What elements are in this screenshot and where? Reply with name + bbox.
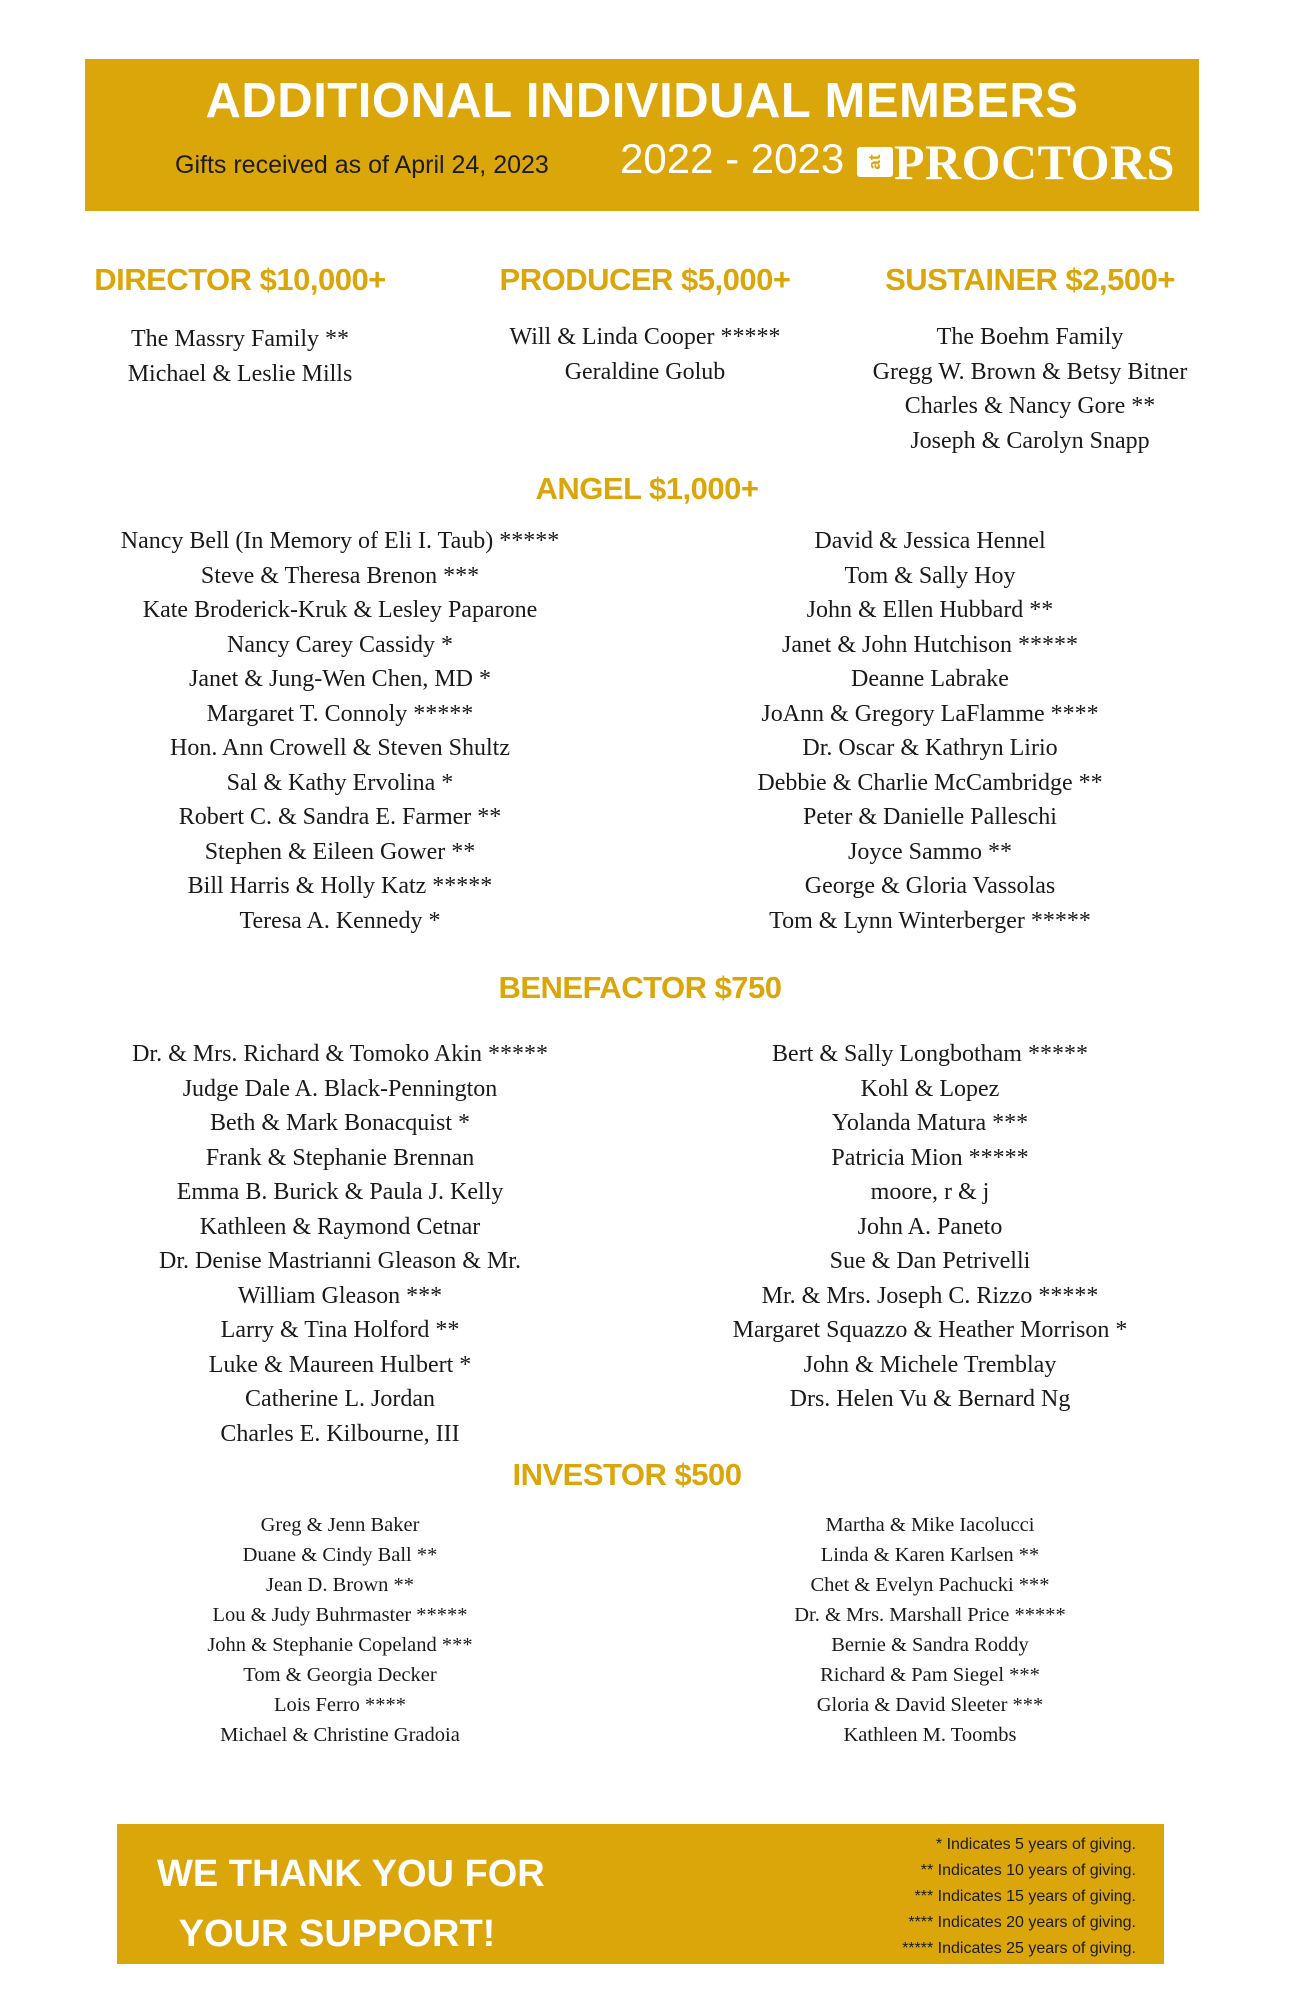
donor-name: Larry & Tina Holford ** — [220, 1317, 460, 1343]
legend-item: ** Indicates 10 years of giving. — [920, 1862, 1136, 1879]
donor-name: Richard & Pam Siegel *** — [820, 1664, 1040, 1686]
donor-name: Kathleen M. Toombs — [843, 1724, 1017, 1746]
logo-wordmark: PROCTORS — [894, 134, 1175, 190]
donor-name: John & Ellen Hubbard ** — [806, 597, 1054, 623]
donor-name: Martha & Mike Iacolucci — [825, 1514, 1035, 1536]
section-title-sustainer: SUSTAINER $2,500+ — [885, 262, 1175, 297]
benefactor-list-right — [660, 1037, 1200, 1417]
donor-name: Margaret T. Connoly ***** — [206, 700, 474, 727]
donor-name: Charles E. Kilbourne, III — [220, 1420, 460, 1447]
gifts-received-date: Gifts received as of April 24, 2023 — [175, 151, 549, 179]
donor-name: Bert & Sally Longbotham ***** — [772, 1041, 1088, 1067]
donor-name: George & Gloria Vassolas — [804, 873, 1056, 899]
donor-name: Dr. Denise Mastrianni Gleason & Mr. — [159, 1248, 521, 1274]
donor-name: Will & Linda Cooper ***** — [509, 324, 781, 350]
logo-at-badge: at — [857, 147, 893, 177]
donor-name: Patricia Mion ***** — [831, 1144, 1029, 1171]
thank-you-message — [157, 1844, 545, 1964]
legend-item: * Indicates 5 years of giving. — [935, 1836, 1136, 1853]
donor-name: Hon. Ann Crowell & Steven Shultz — [170, 735, 510, 761]
donor-name: Janet & John Hutchison ***** — [782, 631, 1078, 658]
legend-item: **** Indicates 20 years of giving. — [908, 1914, 1136, 1931]
donor-name: Gregg W. Brown & Betsy Bitner — [872, 358, 1188, 385]
donor-name: Drs. Helen Vu & Bernard Ng — [789, 1386, 1071, 1412]
donor-name: Luke & Maureen Hulbert * — [208, 1351, 472, 1378]
giving-years-legend — [902, 1832, 1136, 1962]
donor-name: Robert C. & Sandra E. Farmer ** — [178, 804, 502, 830]
donor-name: Margaret Squazzo & Heather Morrison * — [732, 1317, 1128, 1343]
thank-you-line-2: YOUR SUPPORT! — [178, 1913, 496, 1955]
donor-name: Lou & Judy Buhrmaster ***** — [212, 1604, 468, 1626]
donor-name: Lois Ferro **** — [273, 1694, 407, 1716]
donor-name: Kohl & Lopez — [860, 1075, 1000, 1102]
donor-name: Joseph & Carolyn Snapp — [910, 427, 1150, 454]
benefactor-list-left — [60, 1037, 620, 1451]
donor-name: Greg & Jenn Baker — [260, 1514, 420, 1536]
donor-name: Tom & Lynn Winterberger ***** — [769, 907, 1091, 934]
thank-you-line-1: WE THANK YOU FOR — [157, 1853, 545, 1895]
donor-name: Janet & Jung-Wen Chen, MD * — [188, 666, 492, 692]
donor-name: Jean D. Brown ** — [265, 1574, 415, 1596]
donor-name: Steve & Theresa Brenon *** — [200, 562, 480, 589]
page-title: ADDITIONAL INDIVIDUAL MEMBERS — [205, 74, 1079, 128]
donor-name: moore, r & j — [870, 1179, 990, 1205]
donor-name: Stephen & Eileen Gower ** — [204, 838, 476, 865]
donor-name: Catherine L. Jordan — [245, 1386, 435, 1412]
donor-name: Peter & Danielle Palleschi — [803, 804, 1057, 830]
season-years: 2022 - 2023 — [620, 135, 845, 182]
donor-name: Linda & Karen Karlsen ** — [820, 1544, 1040, 1566]
donor-name: Sal & Kathy Ervolina * — [226, 769, 454, 796]
donor-name: Bill Harris & Holly Katz ***** — [187, 873, 493, 899]
donor-name: Frank & Stephanie Brennan — [205, 1144, 475, 1171]
donor-name: Yolanda Matura *** — [831, 1110, 1029, 1136]
proctors-logo — [860, 134, 1175, 190]
section-title-director: DIRECTOR $10,000+ — [94, 262, 386, 297]
donor-name: Emma B. Burick & Paula J. Kelly — [176, 1179, 504, 1205]
section-title-investor: INVESTOR $500 — [512, 1457, 742, 1492]
donor-name: John & Stephanie Copeland *** — [207, 1634, 473, 1656]
header-banner — [85, 59, 1199, 211]
donor-name: Teresa A. Kennedy * — [239, 907, 441, 934]
donor-name: Dr. & Mrs. Richard & Tomoko Akin ***** — [132, 1041, 548, 1067]
sustainer-list — [840, 320, 1220, 458]
investor-list-right — [700, 1510, 1160, 1750]
donor-name: Duane & Cindy Ball ** — [242, 1544, 438, 1566]
footer-banner — [117, 1824, 1164, 1964]
section-title-benefactor: BENEFACTOR $750 — [498, 970, 782, 1005]
legend-item: *** Indicates 15 years of giving. — [914, 1888, 1136, 1905]
donor-name: Joyce Sammo ** — [848, 838, 1012, 865]
donor-name: Nancy Bell (In Memory of Eli I. Taub) ***** — [120, 528, 560, 554]
donor-name: Dr. & Mrs. Marshall Price ***** — [794, 1604, 1066, 1626]
donor-name: Kate Broderick-Kruk & Lesley Paparone — [142, 597, 538, 623]
donor-name: Nancy Carey Cassidy * — [227, 631, 453, 658]
donor-name: Bernie & Sandra Roddy — [831, 1634, 1029, 1656]
section-title-angel: ANGEL $1,000+ — [535, 471, 759, 506]
director-list — [90, 322, 390, 391]
donor-name: The Boehm Family — [936, 324, 1124, 350]
donor-name: JoAnn & Gregory LaFlamme **** — [761, 700, 1099, 727]
donor-name: Debbie & Charlie McCambridge ** — [757, 769, 1103, 796]
donor-name: Beth & Mark Bonacquist * — [210, 1110, 470, 1136]
donor-name: Michael & Leslie Mills — [127, 360, 353, 387]
donor-name: Kathleen & Raymond Cetnar — [199, 1213, 481, 1240]
angel-list-right — [660, 524, 1200, 938]
donor-name: Chet & Evelyn Pachucki *** — [810, 1574, 1050, 1596]
section-title-producer: PRODUCER $5,000+ — [499, 262, 791, 297]
donor-name: Gloria & David Sleeter *** — [816, 1694, 1044, 1716]
donor-name: Tom & Georgia Decker — [243, 1664, 437, 1686]
donor-name: Mr. & Mrs. Joseph C. Rizzo ***** — [761, 1282, 1099, 1309]
producer-list — [470, 320, 820, 389]
donor-name: Sue & Dan Petrivelli — [829, 1248, 1031, 1274]
donor-name: Michael & Christine Gradoia — [220, 1724, 460, 1746]
donor-name: The Massry Family ** — [131, 326, 349, 352]
angel-list-left — [60, 524, 620, 938]
donor-name: Dr. Oscar & Kathryn Lirio — [802, 735, 1058, 761]
donor-name: Judge Dale A. Black-Pennington — [182, 1075, 498, 1102]
donor-name: John & Michele Tremblay — [803, 1351, 1057, 1378]
donor-name: William Gleason *** — [237, 1282, 443, 1309]
donor-name: David & Jessica Hennel — [814, 528, 1046, 554]
donor-name: John A. Paneto — [857, 1213, 1003, 1240]
donor-name: Deanne Labrake — [851, 666, 1009, 692]
legend-item: ***** Indicates 25 years of giving. — [902, 1940, 1136, 1957]
investor-list-left — [110, 1510, 570, 1750]
donor-name: Charles & Nancy Gore ** — [904, 393, 1156, 419]
donor-name: Geraldine Golub — [564, 358, 726, 385]
donor-name: Tom & Sally Hoy — [844, 562, 1016, 589]
